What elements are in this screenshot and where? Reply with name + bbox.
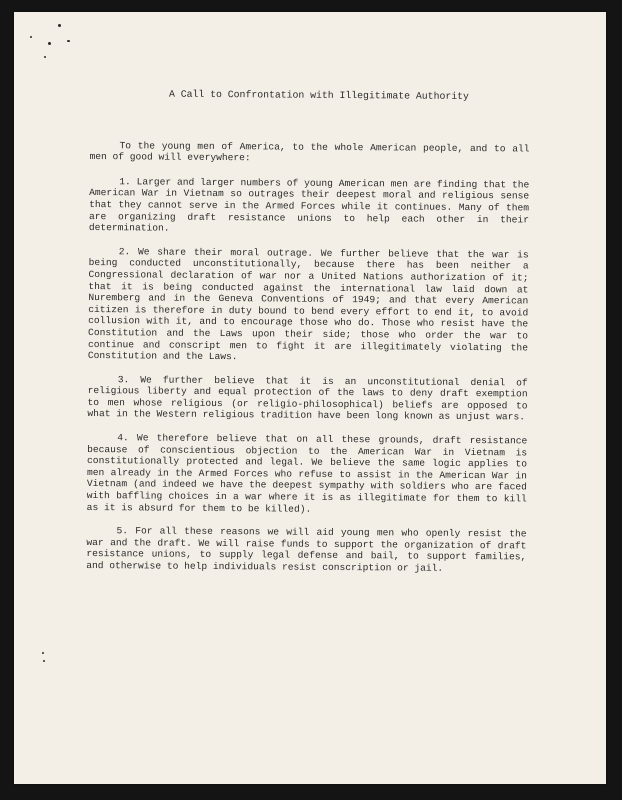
paragraph-4: 4. We therefore believe that on all these grounds, draft resistance because of conscientious objection to the American War in Vietnam is constitutionally protected and legal. We believe the same logic applies to men already in the Armed Forces who refuse to assist in the American War in Vietnam (and indeed we have the deepest sympathy with soldiers who are faced with baffling choices in a war where it is as illegitimate for them to kill as it is absurd for them to be killed). <box>86 432 528 515</box>
punch-mark <box>42 652 44 654</box>
paragraph-3: 3. We further believe that it is an unconstitutional denial of religious liberty and equal protection of the laws to deny draft exemption to men whose religious (or religio-philosophical) beliefs are opposed to what in the Western religious tradition have been long known as unjust wars. <box>87 373 528 423</box>
punch-mark <box>30 36 32 38</box>
punch-mark <box>48 42 51 45</box>
punch-mark <box>44 56 46 58</box>
punch-mark <box>58 24 61 27</box>
document-title: A Call to Confrontation with Illegitimate Authority <box>168 88 469 102</box>
paragraph-5: 5. For all these reasons we will aid young men who openly resist the war and the draft. We will raise funds to support the organization of draft resistance unions, to supply legal defense and bail, to support families, and otherwise to help individuals resist conscription or jail. <box>86 525 527 574</box>
salutation: To the young men of America, to the whole American people, and to all men of good will everywhere: <box>89 139 530 164</box>
paragraph-1: 1. Larger and larger numbers of young American men are finding that the American War in Vietnam so outrages their deepest moral and religious sense that they cannot serve in the Armed Forces while it continues. Many of them are organizing draft resistance unions to help each other in their determination. <box>88 176 530 234</box>
paragraph-2: 2. We share their moral outrage. We further believe that the war is being conducted unconstitutionally, because there has been neither a Congressional declaration of war nor a United Nations authorization of it; that it is being conducted against the international law laid down at Nuremberg and in the Geneva Conventions of 1949; and that every American citizen is therefore in duty bound to bend every effort to end it, to avoid collusion with it, and to encourage those who do. Those who resist have the Constitution and the Laws upon their side; those who order the war to continue and conscript men to fight it are illegitimately violating the Constitution and the Laws. <box>87 245 529 363</box>
punch-mark <box>67 40 70 42</box>
punch-mark <box>43 660 45 662</box>
document-body <box>86 88 530 587</box>
